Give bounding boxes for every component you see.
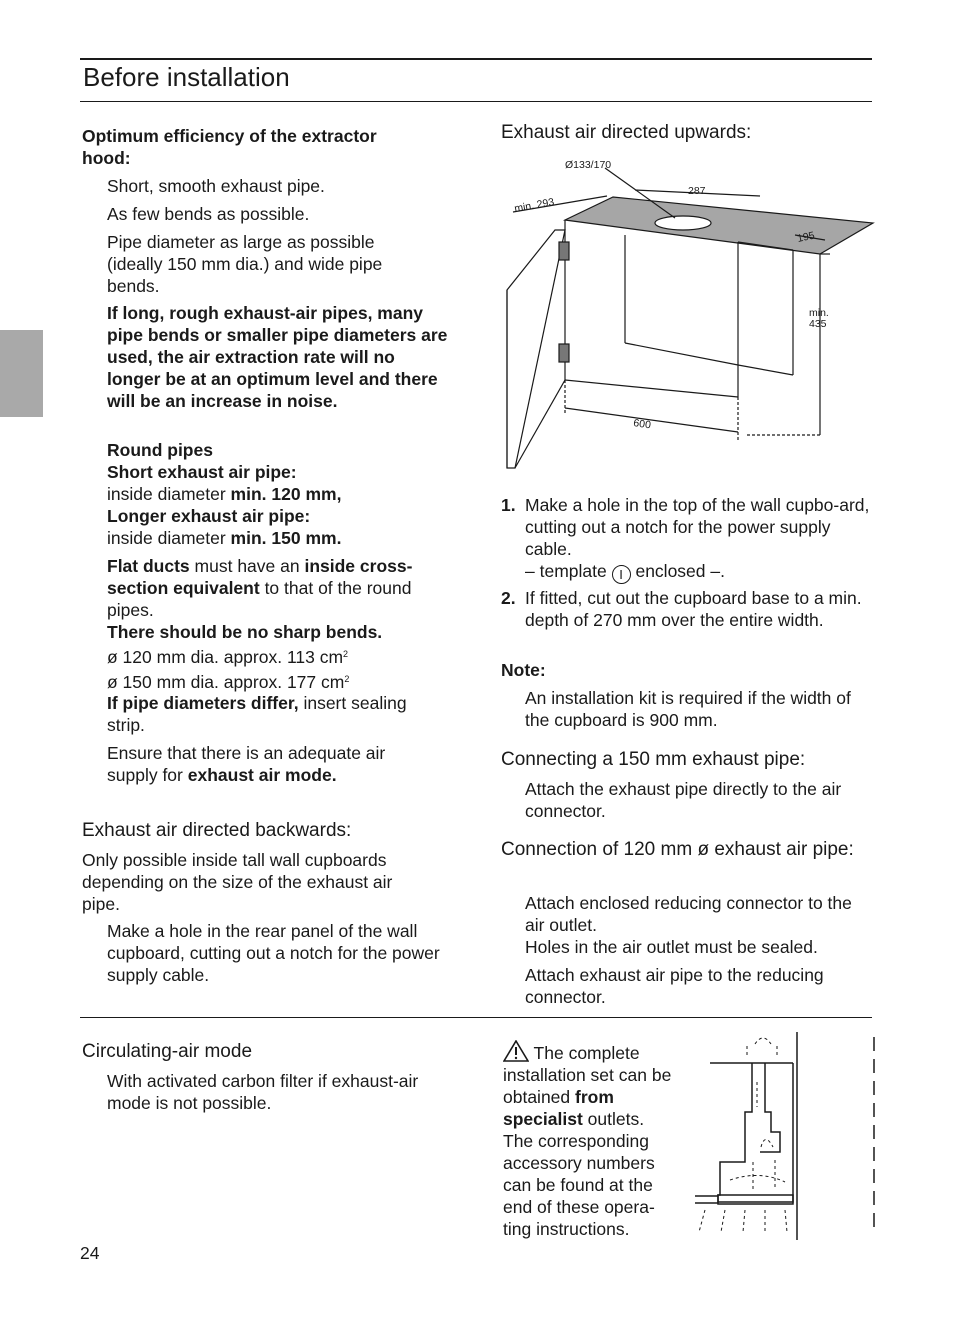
side-tab xyxy=(0,330,43,417)
differ-rest: insert sealing strip. xyxy=(107,693,407,735)
to-round-text: to that of the round pipes. xyxy=(107,578,412,620)
conn120-heading-b: exhaust air pipe: xyxy=(714,839,854,860)
differ-bold: If pipe diameters differ, xyxy=(107,693,299,713)
differ-block xyxy=(107,692,447,736)
sup: 2 xyxy=(343,649,349,659)
conn120-text2: Holes in the air outlet must be sealed. xyxy=(525,937,818,957)
round-pipes-block xyxy=(107,439,447,549)
inside-cs-text: inside cross-section equivalent xyxy=(107,556,413,598)
page-title: Before installation xyxy=(83,62,290,92)
ensure-bold: exhaust air mode. xyxy=(187,765,337,785)
note-text: An installation kit is required if the width of the cupboard is 900 mm. xyxy=(525,688,851,730)
dim-287: 287 xyxy=(688,185,706,197)
dim-600: 600 xyxy=(632,417,652,432)
circulating-air-diagram xyxy=(685,1032,885,1244)
note-label: Note: xyxy=(501,660,546,680)
backwards-text: Only possible inside tall wall cupboards depending on the size of the exhaust air pipe. xyxy=(82,850,393,914)
complete-block xyxy=(503,1040,673,1240)
template-i-icon: I xyxy=(612,565,631,584)
warning-triangle-icon xyxy=(503,1040,529,1062)
diameter-symbol: ø xyxy=(697,839,710,860)
complete-text-a: The complete installation set can be obtained xyxy=(503,1043,672,1107)
page-number: 24 xyxy=(80,1243,100,1263)
warning-text: If long, rough exhaust-air pipes, many pipe bends or smaller pipe diameters are used, the air extraction rate will no longer be at an optimum level and there will be an increase in noise. xyxy=(107,303,448,411)
ensure-block xyxy=(107,742,427,786)
section-rule xyxy=(80,1017,872,1018)
conn120-text3: Attach exhaust air pipe to the reducing connector. xyxy=(525,965,824,1007)
conn150-text: Attach the exhaust pipe directly to the air connector. xyxy=(525,779,842,821)
no-bends-text: There should be no sharp bends. xyxy=(107,622,383,642)
conn120-heading xyxy=(501,838,881,862)
circ-heading: Circulating-air mode xyxy=(82,1041,253,1062)
circ-text: With activated carbon filter if exhaust-air mode is not possible. xyxy=(107,1071,419,1113)
short-pipe-label: Short exhaust air pipe: xyxy=(107,462,297,482)
inside-diameter-label: inside diameter xyxy=(107,484,226,504)
longer-pipe-label: Longer exhaust air pipe: xyxy=(107,506,311,526)
dia150-text: ø 150 mm dia. approx. 177 cm xyxy=(107,672,345,692)
dim-195: 195 xyxy=(796,229,816,245)
template-text-a: – template xyxy=(525,561,607,581)
ensure-text: Ensure that there is an adequate air supply for xyxy=(107,743,386,785)
dim-min-label: min. xyxy=(809,307,829,319)
backwards-item: Make a hole in the rear panel of the wall cupboard, cutting out a notch for the power supply cable. xyxy=(107,921,440,985)
conn150-heading: Connecting a 150 mm exhaust pipe: xyxy=(501,749,806,770)
list-item: Short, smooth exhaust pipe. xyxy=(107,176,325,196)
must-have-text: must have an xyxy=(194,556,300,576)
round-pipes-label: Round pipes xyxy=(107,440,213,460)
min150-value: min. 150 mm. xyxy=(230,528,342,548)
flat-ducts-label: Flat ducts xyxy=(107,556,190,576)
step1-text xyxy=(525,494,875,584)
step-number: 2. xyxy=(501,588,516,608)
list-item: Pipe diameter as large as possible (ideally 150 mm dia.) and wide pipe bends. xyxy=(107,232,383,296)
step2-text: If fitted, cut out the cupboard base to a min. depth of 270 mm over the entire width. xyxy=(525,588,862,630)
upwards-heading: Exhaust air directed upwards: xyxy=(501,122,752,143)
sup: 2 xyxy=(344,674,350,684)
dim-min-293: min. 293 xyxy=(513,196,556,215)
conn120-text1: Attach enclosed reducing connector to the air outlet. xyxy=(525,893,852,935)
dia120-text: ø 120 mm dia. approx. 113 cm xyxy=(107,647,344,667)
list-item: As few bends as possible. xyxy=(107,204,310,224)
complete-bold: from specialist xyxy=(503,1087,614,1129)
backwards-heading: Exhaust air directed backwards: xyxy=(82,820,352,841)
diameter-label: Ø133/170 xyxy=(565,159,612,171)
flat-ducts-block xyxy=(107,555,452,693)
inside-diameter-label: inside diameter xyxy=(107,528,226,548)
min120-value: min. 120 mm, xyxy=(230,484,342,504)
title-underline xyxy=(80,101,872,102)
step-number: 1. xyxy=(501,495,516,515)
cupboard-diagram xyxy=(495,150,880,475)
template-text-b: enclosed –. xyxy=(635,561,725,581)
step1-body: Make a hole in the top of the wall cupbo-ard, cutting out a notch for the power supply cable. xyxy=(525,495,870,559)
optimum-heading: Optimum efficiency of the extractor hood: xyxy=(82,126,377,168)
conn120-heading-a: Connection of 120 mm xyxy=(501,839,693,860)
dim-435: 435 xyxy=(809,318,827,330)
complete-text-b: outlets. The corresponding accessory numbers can be found at the end of these opera-ting instructions. xyxy=(503,1109,655,1239)
top-rule xyxy=(80,58,872,60)
